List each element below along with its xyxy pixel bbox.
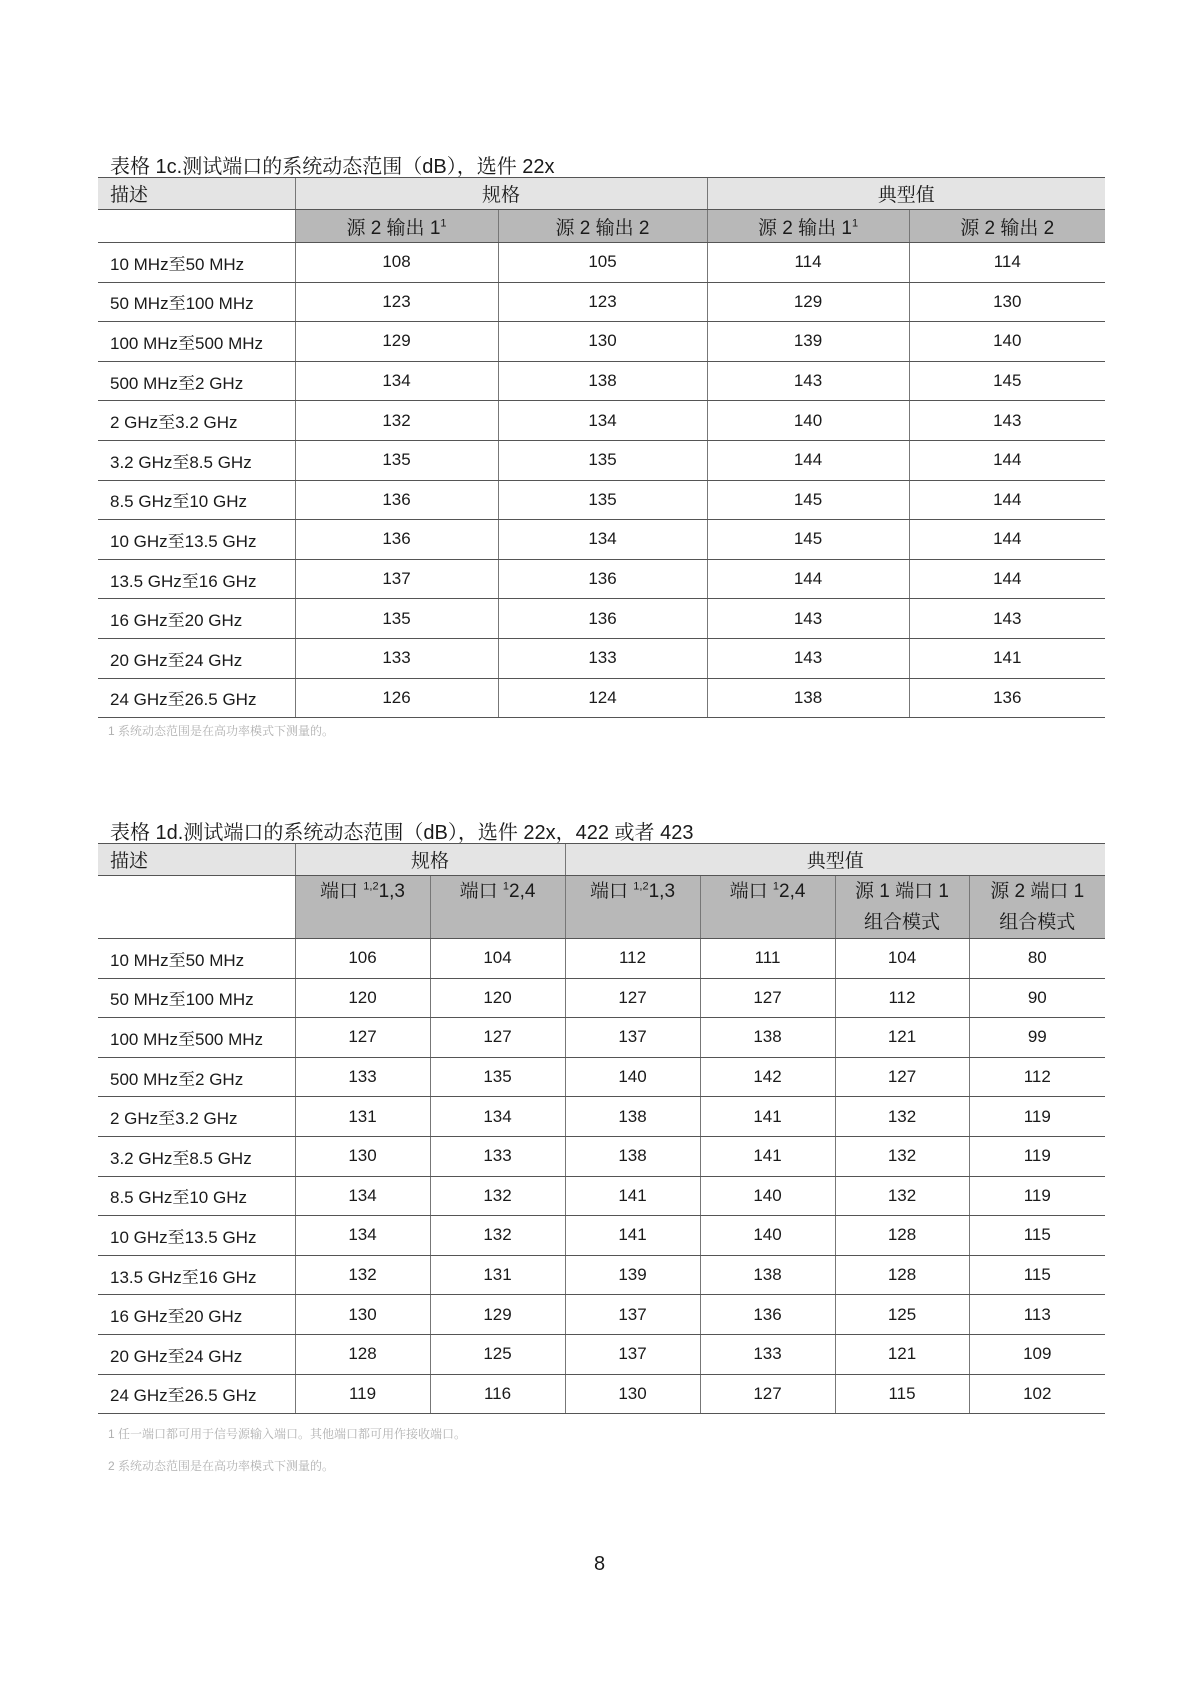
cell-value: 129 xyxy=(295,322,498,362)
cell-value: 121 xyxy=(835,1334,969,1374)
cell-value: 128 xyxy=(835,1255,969,1295)
table-1c xyxy=(98,177,1105,718)
cell-value: 138 xyxy=(700,1255,835,1295)
cell-value: 144 xyxy=(909,520,1105,560)
cell-value: 125 xyxy=(430,1334,565,1374)
cell-value: 144 xyxy=(909,480,1105,520)
cell-value: 114 xyxy=(909,243,1105,283)
cell-value: 135 xyxy=(295,440,498,480)
table-row xyxy=(98,1374,1105,1414)
cell-value: 138 xyxy=(565,1136,700,1176)
cell-value: 115 xyxy=(969,1255,1105,1295)
header-col: 端口 $^1$2,4 xyxy=(430,876,565,939)
row-range: 100 MHz至500 MHz xyxy=(98,1018,295,1058)
cell-value: 133 xyxy=(498,638,707,678)
header-typical: 典型值 xyxy=(707,178,1105,210)
cell-value: 141 xyxy=(909,638,1105,678)
cell-value: 112 xyxy=(835,978,969,1018)
cell-value: 135 xyxy=(498,480,707,520)
table-row xyxy=(98,322,1105,362)
cell-value: 128 xyxy=(295,1334,430,1374)
table-1c-note: 1 系统动态范围是在高功率模式下测量的。 xyxy=(108,724,335,738)
table-1d-header-row-2 xyxy=(98,876,1105,939)
cell-value: 90 xyxy=(969,978,1105,1018)
cell-value: 135 xyxy=(498,440,707,480)
row-range: 10 GHz至13.5 GHz xyxy=(98,1216,295,1256)
cell-value: 119 xyxy=(969,1136,1105,1176)
cell-value: 138 xyxy=(498,361,707,401)
row-range: 100 MHz至500 MHz xyxy=(98,322,295,362)
cell-value: 137 xyxy=(565,1018,700,1058)
row-range: 10 GHz至13.5 GHz xyxy=(98,520,295,560)
cell-value: 138 xyxy=(700,1018,835,1058)
cell-value: 140 xyxy=(909,322,1105,362)
table-row xyxy=(98,401,1105,441)
header-col: 端口 $^1$2,4 xyxy=(700,876,835,939)
cell-value: 141 xyxy=(565,1176,700,1216)
cell-value: 136 xyxy=(909,678,1105,718)
cell-value: 112 xyxy=(969,1057,1105,1097)
cell-value: 136 xyxy=(295,480,498,520)
cell-value: 132 xyxy=(430,1216,565,1256)
row-range: 10 MHz至50 MHz xyxy=(98,939,295,979)
cell-value: 129 xyxy=(707,282,909,322)
cell-value: 123 xyxy=(295,282,498,322)
cell-value: 119 xyxy=(969,1097,1105,1137)
table-row xyxy=(98,480,1105,520)
table-row xyxy=(98,1018,1105,1058)
cell-value: 138 xyxy=(565,1097,700,1137)
cell-value: 102 xyxy=(969,1374,1105,1414)
header-spec: 规格 xyxy=(295,178,707,210)
cell-value: 116 xyxy=(430,1374,565,1414)
table-row xyxy=(98,939,1105,979)
table-1d-note-2: 2 系统动态范围是在高功率模式下测量的。 xyxy=(108,1459,335,1473)
table-row xyxy=(98,1176,1105,1216)
row-range: 24 GHz至26.5 GHz xyxy=(98,1374,295,1414)
cell-value: 127 xyxy=(700,978,835,1018)
cell-value: 139 xyxy=(565,1255,700,1295)
header-col: 源 2 输出 $1^1$ xyxy=(707,210,909,243)
cell-value: 142 xyxy=(700,1057,835,1097)
table-row xyxy=(98,440,1105,480)
table-row xyxy=(98,678,1105,718)
cell-value: 140 xyxy=(565,1057,700,1097)
cell-value: 134 xyxy=(295,1216,430,1256)
cell-value: 143 xyxy=(707,638,909,678)
cell-value: 132 xyxy=(835,1136,969,1176)
cell-value: 137 xyxy=(565,1295,700,1335)
cell-value: 106 xyxy=(295,939,430,979)
cell-value: 132 xyxy=(835,1097,969,1137)
row-range: 8.5 GHz至10 GHz xyxy=(98,480,295,520)
table-1c-caption: 表格 1c.测试端口的系统动态范围（dB），选件 22x xyxy=(110,156,555,178)
row-range: 13.5 GHz至16 GHz xyxy=(98,559,295,599)
table-1c-header-row-2 xyxy=(98,210,1105,243)
table-row xyxy=(98,638,1105,678)
cell-value: 113 xyxy=(969,1295,1105,1335)
cell-value: 132 xyxy=(430,1176,565,1216)
cell-value: 140 xyxy=(700,1216,835,1256)
cell-value: 111 xyxy=(700,939,835,979)
cell-value: 127 xyxy=(295,1018,430,1058)
cell-value: 121 xyxy=(835,1018,969,1058)
cell-value: 145 xyxy=(707,480,909,520)
header-col: 端口 $^{1,2}$1,3 xyxy=(295,876,430,939)
cell-value: 105 xyxy=(498,243,707,283)
cell-value: 139 xyxy=(707,322,909,362)
header-desc: 描述 xyxy=(98,844,295,876)
cell-value: 133 xyxy=(430,1136,565,1176)
table-row xyxy=(98,361,1105,401)
cell-value: 130 xyxy=(498,322,707,362)
row-range: 13.5 GHz至16 GHz xyxy=(98,1255,295,1295)
cell-value: 134 xyxy=(498,520,707,560)
table-row xyxy=(98,243,1105,283)
cell-value: 145 xyxy=(909,361,1105,401)
header-col: 源 2 输出 2 xyxy=(498,210,707,243)
cell-value: 144 xyxy=(707,559,909,599)
header-blank xyxy=(98,876,295,939)
cell-value: 143 xyxy=(707,599,909,639)
cell-value: 99 xyxy=(969,1018,1105,1058)
row-range: 16 GHz至20 GHz xyxy=(98,599,295,639)
row-range: 24 GHz至26.5 GHz xyxy=(98,678,295,718)
cell-value: 143 xyxy=(707,361,909,401)
row-range: 20 GHz至24 GHz xyxy=(98,1334,295,1374)
header-col: 源 2 端口 1 组合模式 xyxy=(969,876,1105,939)
table-row xyxy=(98,1136,1105,1176)
cell-value: 133 xyxy=(295,1057,430,1097)
table-1d-caption: 表格 1d.测试端口的系统动态范围（dB），选件 22x，422 或者 423 xyxy=(110,822,694,844)
cell-value: 123 xyxy=(498,282,707,322)
cell-value: 140 xyxy=(700,1176,835,1216)
table-row xyxy=(98,282,1105,322)
cell-value: 80 xyxy=(969,939,1105,979)
row-range: 50 MHz至100 MHz xyxy=(98,282,295,322)
cell-value: 126 xyxy=(295,678,498,718)
cell-value: 127 xyxy=(700,1374,835,1414)
table-row xyxy=(98,1057,1105,1097)
cell-value: 141 xyxy=(700,1097,835,1137)
table-row xyxy=(98,1334,1105,1374)
cell-value: 119 xyxy=(969,1176,1105,1216)
row-range: 2 GHz至3.2 GHz xyxy=(98,1097,295,1137)
row-range: 16 GHz至20 GHz xyxy=(98,1295,295,1335)
header-typical: 典型值 xyxy=(565,844,1105,876)
cell-value: 130 xyxy=(295,1295,430,1335)
cell-value: 115 xyxy=(969,1216,1105,1256)
cell-value: 125 xyxy=(835,1295,969,1335)
cell-value: 134 xyxy=(498,401,707,441)
table-1d-header-row-1 xyxy=(98,844,1105,876)
cell-value: 132 xyxy=(295,401,498,441)
table-row xyxy=(98,1216,1105,1256)
table-1d xyxy=(98,843,1105,1414)
cell-value: 131 xyxy=(295,1097,430,1137)
cell-value: 130 xyxy=(565,1374,700,1414)
cell-value: 112 xyxy=(565,939,700,979)
cell-value: 144 xyxy=(909,440,1105,480)
header-col: 源 1 端口 1 组合模式 xyxy=(835,876,969,939)
cell-value: 131 xyxy=(430,1255,565,1295)
page-number: 8 xyxy=(593,1553,606,1575)
cell-value: 119 xyxy=(295,1374,430,1414)
cell-value: 108 xyxy=(295,243,498,283)
cell-value: 120 xyxy=(430,978,565,1018)
cell-value: 134 xyxy=(430,1097,565,1137)
cell-value: 143 xyxy=(909,401,1105,441)
cell-value: 138 xyxy=(707,678,909,718)
header-col: 源 2 输出 $1^1$ xyxy=(295,210,498,243)
cell-value: 104 xyxy=(430,939,565,979)
cell-value: 128 xyxy=(835,1216,969,1256)
table-row xyxy=(98,520,1105,560)
cell-value: 109 xyxy=(969,1334,1105,1374)
cell-value: 130 xyxy=(295,1136,430,1176)
cell-value: 141 xyxy=(565,1216,700,1256)
header-blank xyxy=(98,210,295,243)
row-range: 20 GHz至24 GHz xyxy=(98,638,295,678)
table-row xyxy=(98,1255,1105,1295)
header-desc: 描述 xyxy=(98,178,295,210)
row-range: 3.2 GHz至8.5 GHz xyxy=(98,440,295,480)
cell-value: 134 xyxy=(295,361,498,401)
table-1d-note-1: 1 任一端口都可用于信号源输入端口。其他端口都可用作接收端口。 xyxy=(108,1427,467,1441)
cell-value: 137 xyxy=(565,1334,700,1374)
row-range: 50 MHz至100 MHz xyxy=(98,978,295,1018)
table-row xyxy=(98,978,1105,1018)
cell-value: 140 xyxy=(707,401,909,441)
table-row xyxy=(98,599,1105,639)
cell-value: 104 xyxy=(835,939,969,979)
header-col: 端口 $^{1,2}$1,3 xyxy=(565,876,700,939)
cell-value: 136 xyxy=(498,559,707,599)
row-range: 8.5 GHz至10 GHz xyxy=(98,1176,295,1216)
cell-value: 135 xyxy=(430,1057,565,1097)
row-range: 2 GHz至3.2 GHz xyxy=(98,401,295,441)
cell-value: 143 xyxy=(909,599,1105,639)
cell-value: 134 xyxy=(295,1176,430,1216)
table-row xyxy=(98,1097,1105,1137)
cell-value: 145 xyxy=(707,520,909,560)
cell-value: 120 xyxy=(295,978,430,1018)
row-range: 3.2 GHz至8.5 GHz xyxy=(98,1136,295,1176)
cell-value: 137 xyxy=(295,559,498,599)
cell-value: 130 xyxy=(909,282,1105,322)
table-row xyxy=(98,559,1105,599)
table-row xyxy=(98,1295,1105,1335)
row-range: 10 MHz至50 MHz xyxy=(98,243,295,283)
cell-value: 132 xyxy=(835,1176,969,1216)
cell-value: 127 xyxy=(835,1057,969,1097)
header-spec: 规格 xyxy=(295,844,565,876)
cell-value: 144 xyxy=(707,440,909,480)
cell-value: 136 xyxy=(700,1295,835,1335)
row-range: 500 MHz至2 GHz xyxy=(98,361,295,401)
cell-value: 133 xyxy=(700,1334,835,1374)
table-1c-header-row-1 xyxy=(98,178,1105,210)
cell-value: 115 xyxy=(835,1374,969,1414)
cell-value: 132 xyxy=(295,1255,430,1295)
cell-value: 144 xyxy=(909,559,1105,599)
cell-value: 127 xyxy=(565,978,700,1018)
cell-value: 136 xyxy=(295,520,498,560)
row-range: 500 MHz至2 GHz xyxy=(98,1057,295,1097)
cell-value: 129 xyxy=(430,1295,565,1335)
cell-value: 133 xyxy=(295,638,498,678)
header-col: 源 2 输出 2 xyxy=(909,210,1105,243)
cell-value: 124 xyxy=(498,678,707,718)
cell-value: 135 xyxy=(295,599,498,639)
cell-value: 141 xyxy=(700,1136,835,1176)
cell-value: 127 xyxy=(430,1018,565,1058)
cell-value: 114 xyxy=(707,243,909,283)
cell-value: 136 xyxy=(498,599,707,639)
